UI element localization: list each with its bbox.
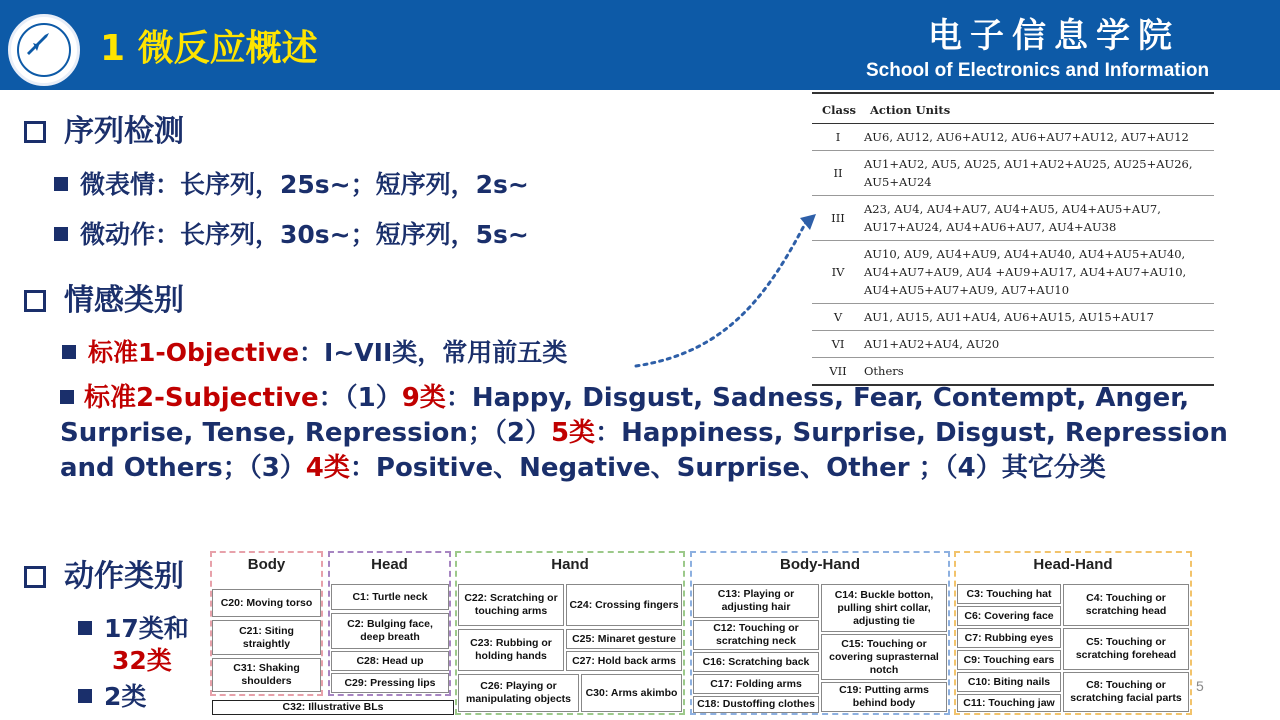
filled-square-icon (54, 227, 68, 241)
bullet-text: 微表情：长序列，25s~；短序列，2s~ (80, 170, 529, 199)
class-cell: V (812, 304, 864, 331)
filled-square-icon (54, 177, 68, 191)
filled-square-icon (78, 621, 92, 635)
section-sequence-detection (24, 106, 184, 150)
para-red-2: 9类 (401, 383, 446, 413)
header-bar (0, 0, 1280, 90)
section-heading: 序列检测 (64, 114, 184, 149)
bl-cell-c13: C13: Playing or adjusting hair (693, 584, 819, 618)
class-cell: IV (812, 241, 864, 304)
bl-cell-c14: C14: Buckle botton, pulling shirt collar, adjusting tie (821, 584, 947, 632)
group-title: Head-Hand (1033, 556, 1113, 573)
aircraft-icon (25, 31, 51, 57)
para-red-4: 4类 (305, 453, 350, 483)
bl-cell-c28: C28: Head up (331, 651, 449, 671)
class-cell: I (812, 124, 864, 151)
page-number: 5 (1196, 678, 1204, 694)
para-text-3: ：Happiness, Surprise, Disgust, Repression and Others；（3） (60, 418, 1228, 483)
para-text-1: ：（1） (318, 383, 402, 413)
bl-cell-c4: C4: Touching or scratching head (1063, 584, 1189, 626)
bl-cell-c20: C20: Moving torso (212, 589, 321, 617)
bl-cell-c21: C21: Siting straightly (212, 620, 321, 655)
bl-cell-c1: C1: Turtle neck (331, 584, 449, 610)
bl-cell-c12: C12: Touching or scratching neck (693, 620, 819, 650)
action-units-table (812, 92, 1214, 384)
bl-cell-c6: C6: Covering face (957, 606, 1061, 626)
au-cell: AU6, AU12, AU6+AU12, AU6+AU7+AU12, AU7+AU12 (864, 124, 1214, 151)
bl-cell-c16: C16: Scratching back (693, 652, 819, 672)
bl-cell-c10: C10: Biting nails (957, 672, 1061, 692)
table-row (812, 358, 1214, 386)
bl-cell-c3: C3: Touching hat (957, 584, 1061, 604)
bl-cell-c17: C17: Folding arms (693, 674, 819, 694)
bl-cell-c30: C30: Arms akimbo (581, 674, 682, 712)
bullet-label-red: 32类 (112, 646, 172, 675)
section-action-categories (24, 551, 184, 595)
bl-cell-c27: C27: Hold back arms (566, 651, 682, 671)
bl-cell-c25: C25: Minaret gesture (566, 629, 682, 649)
filled-square-icon (62, 345, 76, 359)
bl-cell-c26: C26: Playing or manipulating objects (458, 674, 579, 712)
bullet-text: 微动作：长序列，30s~；短序列，5s~ (80, 220, 529, 249)
bullet-micro-action (54, 215, 529, 251)
au-cell: AU1+AU2+AU4, AU20 (864, 331, 1214, 358)
bullet-micro-expression (54, 165, 529, 201)
filled-square-icon (78, 689, 92, 703)
bl-cell-c22: C22: Scratching or touching arms (458, 584, 564, 626)
bl-cell-c29: C29: Pressing lips (331, 673, 449, 693)
para-red-1: 标准2-Subjective (84, 383, 319, 413)
section-heading: 情感类别 (64, 283, 184, 318)
bullet-text: 17类和 (104, 614, 189, 643)
class-cell: VII (812, 358, 864, 386)
col-header-action-units: Action Units (864, 93, 1214, 124)
hollow-square-icon (24, 566, 46, 588)
section-heading: 动作类别 (64, 559, 184, 594)
bl-cell-c18: C18: Dustoffing clothes (693, 696, 819, 713)
au-cell: AU10, AU9, AU4+AU9, AU4+AU40, AU4+AU5+AU40, AU4+AU7+AU9, AU4 +AU9+AU17, AU4+AU7+AU10, AU4+AU5+AU7+AU9, AU7+AU10 (864, 241, 1214, 304)
bl-cell-c32: C32: Illustrative BLs (212, 700, 454, 715)
bl-cell-c2: C2: Bulging face, deep breath (331, 613, 449, 649)
bl-cell-c15: C15: Touching or covering suprasternal notch (821, 634, 947, 680)
group-title: Body-Hand (780, 556, 860, 573)
para-red-3: 5类 (550, 418, 596, 448)
bullet-text: ：I~VII类，常用前五类 (299, 338, 568, 367)
para-text-4: ：Positive、Negative、Surprise、Other ；（4）其它分类 (349, 453, 1106, 483)
filled-square-icon (60, 390, 74, 404)
section-emotion-categories (24, 275, 184, 319)
bl-cell-c8: C8: Touching or scratching facial parts (1063, 672, 1189, 712)
bullet-text: 2类 (104, 682, 147, 711)
class-cell: III (812, 196, 864, 241)
group-title: Head (371, 556, 408, 573)
bl-cell-c19: C19: Putting arms behind body (821, 682, 947, 712)
school-name-en: School of Electronics and Information (866, 60, 1210, 81)
col-header-class: Class (812, 93, 864, 124)
bl-cell-c7: C7: Rubbing eyes (957, 628, 1061, 648)
slide-title: 1 微反应概述 (100, 28, 318, 69)
school-name-cn: 电子信息学院 (928, 16, 1180, 56)
au-cell: Others (864, 358, 1214, 386)
au-cell: A23, AU4, AU4+AU7, AU4+AU5, AU4+AU5+AU7, AU17+AU24, AU4+AU6+AU7, AU4+AU38 (864, 196, 1214, 241)
bullet-label-red: 标准1-Objective (88, 338, 300, 367)
bl-cell-c24: C24: Crossing fingers (566, 584, 682, 626)
subjective-paragraph (60, 381, 1230, 486)
hollow-square-icon (24, 290, 46, 312)
bl-cell-c5: C5: Touching or scratching forehead (1063, 628, 1189, 670)
bullet-17-32 (78, 613, 189, 677)
bl-cell-c23: C23: Rubbing or holding hands (458, 629, 564, 671)
table-row (812, 151, 1214, 196)
class-cell: II (812, 151, 864, 196)
table-row (812, 196, 1214, 241)
table-row (812, 124, 1214, 151)
para-text-2: ：Happy, Disgust, Sadness, Fear, Contempt, Anger, Surprise, Tense, Repression；（2） (60, 383, 1190, 448)
university-logo (8, 14, 80, 86)
class-cell: VI (812, 331, 864, 358)
bullet-2-classes (78, 677, 146, 713)
bullet-objective (62, 333, 567, 369)
group-title: Body (247, 556, 286, 573)
bl-cell-c9: C9: Touching ears (957, 650, 1061, 670)
table-header-row (812, 93, 1214, 124)
bl-cell-c31: C31: Shaking shoulders (212, 658, 321, 692)
au-cell: AU1+AU2, AU5, AU25, AU1+AU2+AU25, AU25+AU26, AU5+AU24 (864, 151, 1214, 196)
table-row (812, 241, 1214, 304)
table-row (812, 331, 1214, 358)
hollow-square-icon (24, 121, 46, 143)
group-title: Hand (551, 556, 589, 573)
au-cell: AU1, AU15, AU1+AU4, AU6+AU15, AU15+AU17 (864, 304, 1214, 331)
table-row (812, 304, 1214, 331)
bl-cell-c11: C11: Touching jaw (957, 694, 1061, 712)
